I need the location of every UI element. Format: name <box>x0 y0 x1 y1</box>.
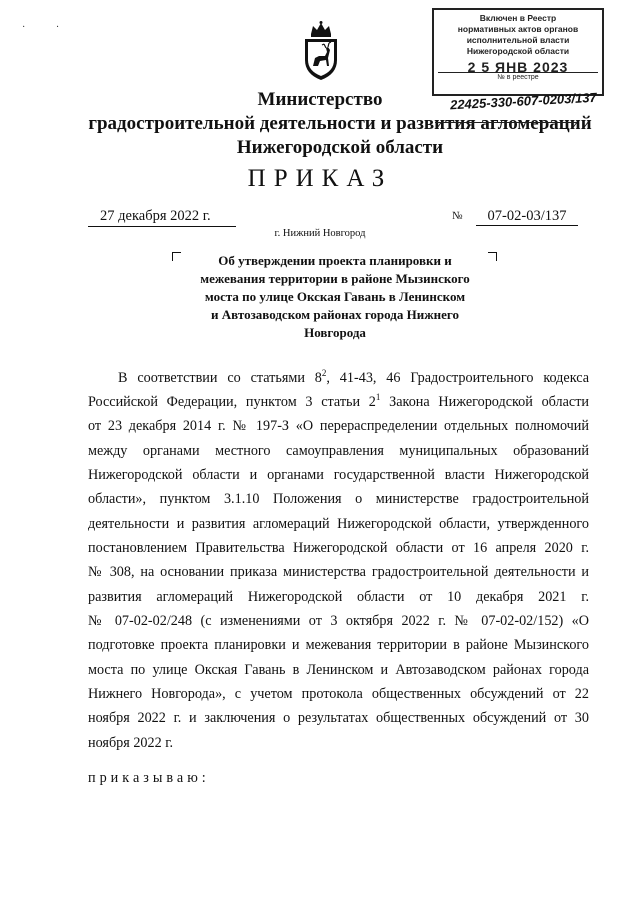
body-line: В соответствии со статьями $8^2$, 41-43, 46 Градостроительного кодекса <box>118 368 589 386</box>
ministry-title-line-1: Министерство <box>257 89 383 110</box>
registry-stamp <box>432 8 604 96</box>
subject-line: Об утверждении проекта планировки и <box>218 253 452 268</box>
stamp-reg-number: 22425-330-607-0203/137 <box>449 89 598 113</box>
body-line: ноября 2022 г. и заключения о результатах общественных обсуждений от 30 <box>88 710 589 726</box>
stamp-overlay-line <box>435 122 577 123</box>
body-line: между органами местного самоуправления муниципальных образований <box>88 443 589 459</box>
order-number: 07-02-03/137 <box>476 208 578 226</box>
ministry-title-line-2: градостроительной деятельности и развития агломераций <box>88 113 592 134</box>
stamp-line-1: Включен в Реестр <box>479 13 557 23</box>
subject-line: и Автозаводском районах города Нижнего <box>211 307 459 322</box>
order-operative-word: приказываю: <box>88 770 210 786</box>
subject-line: межевания территории в районе Мызинского <box>200 271 470 286</box>
body-line: № 308, на основании приказа министерства градостроительной деятельности и <box>88 564 589 580</box>
body-line: области», пунктом 3.1.10 Положения о министерстве градостроительной <box>88 491 589 507</box>
stamp-line-3: исполнительной власти <box>466 35 570 45</box>
scan-artifact: · · <box>22 22 74 33</box>
order-subject <box>185 252 485 342</box>
stamp-line-4: Нижегородской области <box>466 46 570 56</box>
body-line: деятельности и развития агломераций Нижегородской области, утвержденного <box>88 516 589 532</box>
body-line: от 23 декабря 2014 г. № 197-З «О перераспределении отдельных полномочий <box>88 418 589 434</box>
body-line: развития агломераций Нижегородской области от 10 декабря 2021 г. <box>88 589 589 605</box>
body-line: № 07-02-02/248 (с изменениями от 3 октября 2022 г. № 07-02-02/152) «О <box>88 613 589 629</box>
ministry-title-line-3: Нижегородской области <box>236 137 444 158</box>
number-sign: № <box>452 210 463 222</box>
subject-bracket-left <box>172 252 181 261</box>
order-date: 27 декабря 2022 г. <box>88 208 236 227</box>
stamp-line-2: нормативных актов органов <box>457 24 579 34</box>
subject-line: моста по улице Окская Гавань в Ленинском <box>204 289 466 304</box>
subject-line: Новгорода <box>304 325 366 340</box>
document-type: ПРИКАЗ <box>247 165 393 192</box>
order-city: г. Нижний Новгород <box>274 228 366 239</box>
stamp-date: 2 5 ЯНВ 2023 <box>467 59 569 75</box>
body-line: моста по улице Окская Гавань в Ленинском и Автозаводском районах города <box>88 662 589 678</box>
body-line: постановлением Правительства Нижегородской области от 16 апреля 2020 г. <box>88 540 589 556</box>
coat-of-arms-icon <box>299 20 343 82</box>
stamp-reg-caption: № в реестре <box>497 74 539 81</box>
body-line: Российской Федерации, пунктом 3 статьи $2^1$ Закона Нижегородской области <box>88 392 589 410</box>
body-line: Нижнего Новгорода», с учетом протокола общественных обсуждений от 22 <box>88 686 589 702</box>
subject-bracket-right <box>488 252 497 261</box>
body-line: Нижегородской области и органами государственной власти Нижегородской <box>88 467 589 483</box>
body-line: подготовке проекта планировки и межевания территории в районе Мызинского <box>88 637 589 653</box>
body-line: ноября 2022 г. <box>88 735 174 751</box>
